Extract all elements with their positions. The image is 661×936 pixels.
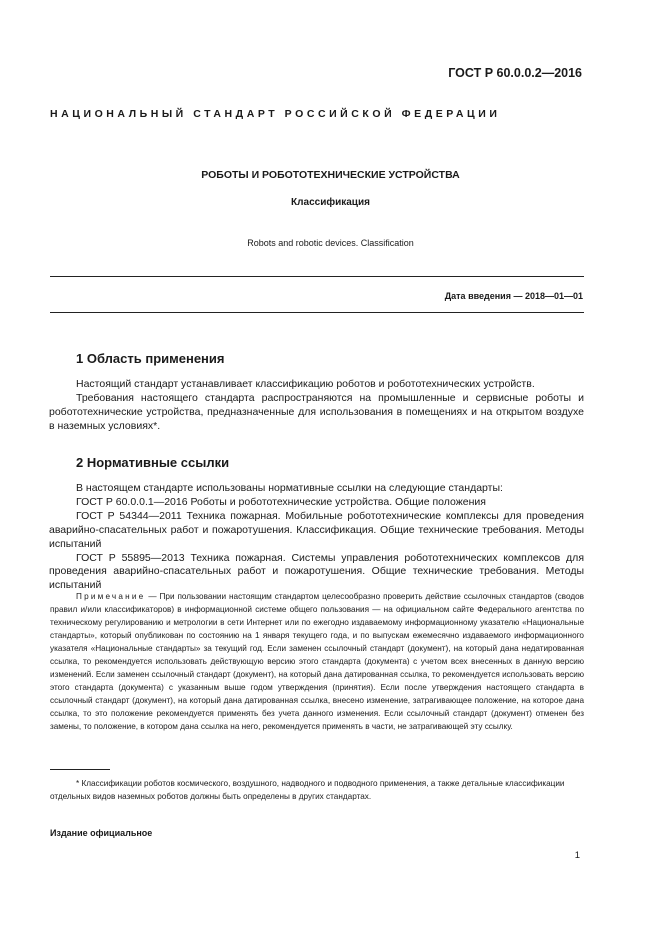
- divider-top: [50, 276, 584, 277]
- footnote: [50, 777, 584, 803]
- footnote-text: * Классификации роботов космического, воздушного, надводного и подводного применения, а также детальные классификации отдельных видов наземных роботов должны быть определены в других стандартах.: [50, 779, 565, 801]
- section-1-title: 1 Область применения: [76, 351, 225, 366]
- national-standard-banner: НАЦИОНАЛЬНЫЙ СТАНДАРТ РОССИЙСКОЙ ФЕДЕРАЦИИ: [50, 108, 501, 120]
- document-code: ГОСТ Р 60.0.0.2—2016: [448, 66, 582, 80]
- section-1-body: [49, 378, 584, 434]
- section-1-paragraph: Настоящий стандарт устанавливает классификацию роботов и робототехнических устройств.: [76, 378, 535, 390]
- section-2-body: [49, 482, 584, 593]
- note-label: Примечание: [76, 592, 146, 601]
- english-title: Robots and robotic devices. Classification: [247, 238, 414, 248]
- document-subtitle: Классификация: [291, 197, 370, 208]
- normative-reference: ГОСТ Р 54344—2011 Техника пожарная. Мобильные робототехнические комплексы для проведения аварийно-спасательных работ и пожаротушения. Классификация. Общие технические требования. Методы испытаний: [49, 509, 584, 550]
- normative-reference: ГОСТ Р 60.0.0.1—2016 Роботы и робототехнические устройства. Общие положения: [76, 495, 486, 508]
- document-title: РОБОТЫ И РОБОТОТЕХНИЧЕСКИЕ УСТРОЙСТВА: [201, 169, 460, 181]
- edition-label: Издание официальное: [50, 828, 153, 838]
- introduction-date: Дата введения — 2018—01—01: [444, 291, 583, 301]
- divider-bottom: [50, 312, 584, 313]
- note-text: — При пользовании настоящим стандартом целесообразно проверить действие ссылочных стандартов (сводов правил и/или классификаторов) в информационной системе общего пользования — на официальном сайте Федерального агентства по техническому регулированию и метрологии в сети Интернет или по ежегодно издаваемому информационному указателю «Национальные стандарты», который опубликован по состоянию на 1 января текущего года, и по выпускам ежемесячно издаваемого информационного указателя «Национальные стандарты» за текущий год. Если заменен ссылочный стандарт (документ), на который дана недатированная ссылка, то рекомендуется использовать действующую версию этого стандарта (документа) с учетом всех внесенных в данную версию изменений. Если заменен ссылочный стандарт (документ), на который дана датированная ссылка, то рекомендуется использовать версию этого стандарта (документа) с указанным выше годом утверждения (принятия). Если после утверждения настоящего стандарта в ссылочный стандарт (документ), на который дана датированная ссылка, внесено изменение, затрагивающее положение, на которое дана ссылка, то это положение рекомендуется применять без учета данного изменения. Если ссылочный стандарт (документ) отменен без замены, то положение, в котором дана ссылка на него, рекомендуется применять в части, не затрагивающей эту ссылку.: [50, 592, 584, 731]
- section-2-lead: В настоящем стандарте использованы нормативные ссылки на следующие стандарты:: [76, 482, 503, 494]
- page-number: 1: [574, 850, 580, 861]
- note-block: [50, 590, 584, 733]
- section-2-title: 2 Нормативные ссылки: [76, 455, 230, 470]
- section-1-paragraph: Требования настоящего стандарта распространяются на промышленные и сервисные роботы и робототехнические устройства, предназначенные для использования в помещениях и на открытом воздухе в наземных условиях*.: [49, 391, 584, 432]
- normative-reference: ГОСТ Р 55895—2013 Техника пожарная. Системы управления робототехнических комплексов для проведения аварийно-спасательных работ и пожаротушения. Общие технические требования. Методы испытаний: [49, 551, 584, 592]
- footnote-divider: [50, 769, 110, 770]
